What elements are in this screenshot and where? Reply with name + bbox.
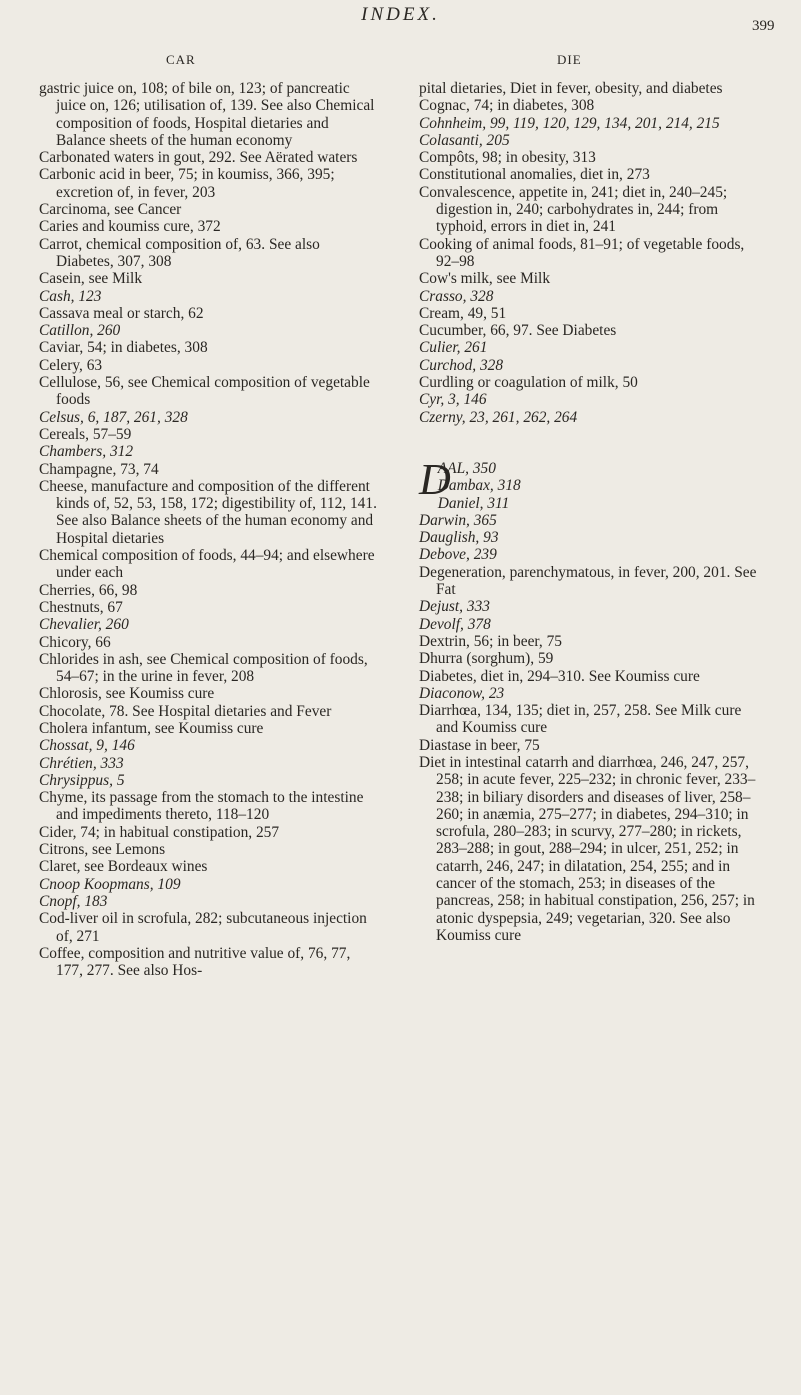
index-entry: Cassava meal or starch, 62 — [39, 304, 204, 322]
index-entry: Chemical composition of foods, 44–94; and elsewhere under each — [39, 547, 375, 582]
index-entry: Chossat, 9, 146 — [39, 737, 135, 755]
index-entry: Citrons, see Lemons — [39, 841, 166, 859]
index-entry: Cereals, 57–59 — [39, 425, 132, 443]
index-entry: Darwin, 365 — [419, 511, 497, 529]
index-entry: Cnopf, 183 — [39, 892, 108, 910]
index-entry: Chambers, 312 — [39, 443, 134, 461]
index-entry: Daniel, 311 — [437, 494, 510, 512]
index-entry: Caviar, 54; in diabetes, 308 — [39, 339, 208, 357]
index-entry: Diet in intestinal catarrh and diarrhœa, 246, 247, 257, 258; in acute fever, 225–232; in chronic fever, 233–238; in biliary disorders and diseases of liver, 258–260; in anæmia, 275–277; in diabetes, 294–310; in scrofula, 280–283; in scurvy, 277–280; in rickets, 283–288; in gout, 288–294; in ulcer, 251, 252; in catarrh, 246, 247; in dilatation, 254, 255; and in cancer of the stomach, 253; in diseases of the pancreas, 258; in habitual constipation, 256, 257; in atonic dyspepsia, 249; vegetarian, 320. See also Koumiss cure — [419, 753, 756, 944]
index-entry: Cognac, 74; in diabetes, 308 — [419, 97, 595, 115]
index-entry: Curchod, 328 — [419, 356, 504, 374]
index-entry: Champagne, 73, 74 — [39, 460, 159, 478]
index-entry: Curdling or coagulation of milk, 50 — [419, 374, 638, 392]
index-entry: Dambax, 318 — [437, 477, 521, 495]
index-entry: Devolf, 378 — [419, 615, 491, 633]
index-entry: gastric juice on, 108; of bile on, 123; of pancreatic juice on, 126; utilisation of, 139. See also Chemical composition of foods, Hospital dietaries and Balance sheets of the human economy — [39, 80, 375, 149]
index-column-right — [419, 80, 765, 944]
index-entry: Crasso, 328 — [419, 287, 494, 305]
index-entry: Dextrin, 56; in beer, 75 — [419, 632, 562, 650]
index-entry: Chrétien, 333 — [39, 754, 124, 772]
index-entry: Cherries, 66, 98 — [39, 581, 138, 599]
index-entry: Chicory, 66 — [39, 633, 111, 651]
index-entry: Carbonic acid in beer, 75; in koumiss, 366, 395; excretion of, in fever, 203 — [39, 166, 335, 201]
index-entry: Diabetes, diet in, 294–310. See Koumiss cure — [419, 667, 700, 685]
index-entry: Compôts, 98; in obesity, 313 — [419, 149, 596, 167]
index-entry: Diastase in beer, 75 — [419, 736, 540, 754]
page-title: INDEX. — [361, 4, 440, 25]
index-entry: Culier, 261 — [419, 339, 488, 357]
index-entry-text: AAL, 350 — [437, 459, 496, 477]
index-entry: Chestnuts, 67 — [39, 598, 123, 616]
index-entry: Diarrhœa, 134, 135; diet in, 257, 258. See Milk cure and Koumiss cure — [419, 702, 742, 737]
index-entry: Diaconow, 23 — [419, 684, 505, 702]
index-entry: Cheese, manufacture and composition of the different kinds of, 52, 53, 158, 172; digestibility of, 112, 141. See also Balance sheets of the human economy and Hospital dietaries — [39, 477, 377, 547]
index-entry: Dejust, 333 — [419, 598, 490, 616]
index-entry: Cider, 74; in habitual constipation, 257 — [39, 823, 280, 841]
index-entry: Chlorides in ash, see Chemical composition of foods, 54–67; in the urine in fever, 208 — [39, 650, 368, 686]
index-entry: Debove, 239 — [419, 546, 497, 564]
drop-cap-initial: D — [419, 454, 451, 504]
index-entry: Carcinoma, see Cancer — [39, 201, 182, 219]
page-number: 399 — [752, 18, 775, 34]
index-entry: Chlorosis, see Koumiss cure — [39, 685, 215, 703]
index-entry: Czerny, 23, 261, 262, 264 — [419, 408, 578, 426]
index-entry: Cohnheim, 99, 119, 120, 129, 134, 201, 214, 215 — [419, 114, 720, 132]
guide-word-left: CAR — [166, 52, 196, 67]
index-entry: Coffee, composition and nutritive value of, 76, 77, 177, 277. See also Hos- — [39, 944, 351, 980]
index-entry: Cnoop Koopmans, 109 — [39, 875, 181, 893]
index-entry: Cream, 49, 51 — [419, 304, 507, 322]
index-entry: Dhurra (sorghum), 59 — [419, 650, 554, 668]
index-entry: Cow's milk, see Milk — [419, 270, 551, 288]
index-entry: Dauglish, 93 — [419, 529, 499, 547]
index-entry: Casein, see Milk — [39, 270, 143, 288]
index-entry: Colasanti, 205 — [419, 131, 510, 149]
index-entry: Cellulose, 56, see Chemical composition of vegetable foods — [39, 374, 370, 409]
index-entry: Carbonated waters in gout, 292. See Aërated waters — [39, 149, 358, 167]
index-entry: Carrot, chemical composition of, 63. See also Diabetes, 307, 308 — [39, 235, 320, 270]
index-entry: Cholera infantum, see Koumiss cure — [39, 719, 264, 737]
index-entry: Chocolate, 78. See Hospital dietaries and Fever — [39, 702, 332, 720]
index-entry: Cooking of animal foods, 81–91; of vegetable foods, 92–98 — [419, 235, 745, 270]
index-entry: Chrysippus, 5 — [39, 771, 125, 789]
guide-word-right: DIE — [557, 52, 582, 67]
index-entry: Celsus, 6, 187, 261, 328 — [39, 408, 188, 426]
index-entry: Chevalier, 260 — [39, 616, 129, 634]
index-entry: Convalescence, appetite in, 241; diet in, 240–245; digestion in, 240; carbohydrates in, 244; from typhoid, errors in diet in, 241 — [419, 183, 728, 236]
index-entry: Caries and koumiss cure, 372 — [39, 218, 221, 236]
index-entry: Celery, 63 — [39, 356, 103, 374]
index-entry: Cod-liver oil in scrofula, 282; subcutaneous injection of, 271 — [39, 910, 367, 945]
index-entry: Chyme, its passage from the stomach to the intestine and impediments thereto, 118–120 — [39, 789, 364, 824]
index-entry: pital dietaries, Diet in fever, obesity, and diabetes — [419, 80, 723, 97]
index-entry: Catillon, 260 — [39, 322, 121, 340]
index-entry: Claret, see Bordeaux wines — [39, 858, 208, 876]
index-entry: Cyr, 3, 146 — [419, 391, 487, 409]
section-divider — [419, 426, 765, 460]
index-entry: Degeneration, parenchymatous, in fever, 200, 201. See Fat — [419, 563, 757, 599]
index-entry: Cash, 123 — [39, 287, 102, 305]
index-entry: Cucumber, 66, 97. See Diabetes — [419, 322, 617, 340]
index-column-left — [39, 80, 379, 979]
index-entry: Constitutional anomalies, diet in, 273 — [419, 166, 650, 184]
